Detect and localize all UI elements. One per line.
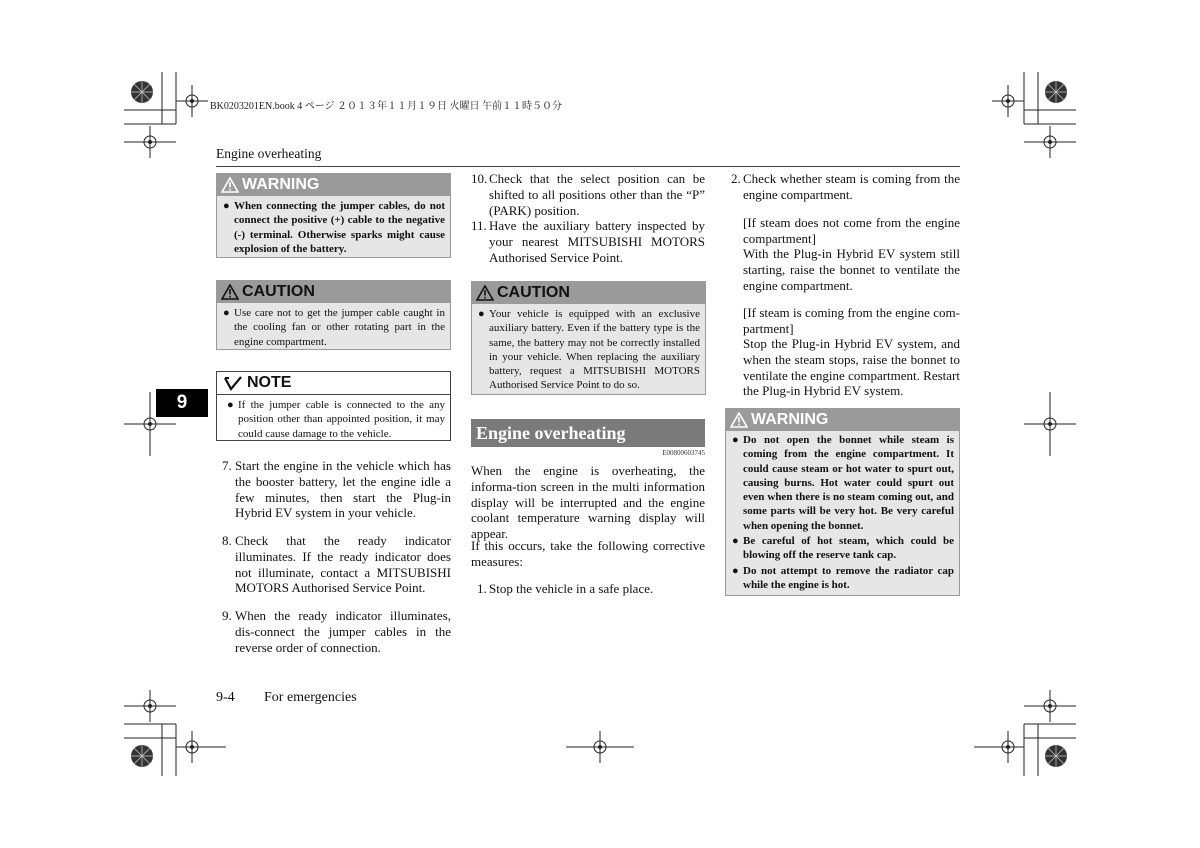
step-10: 10. Check that the select position can be shifted to all positions other than the “P” (PARK) position. bbox=[471, 171, 705, 218]
step-2: 2. Check whether steam is coming from the engine compartment. bbox=[731, 171, 960, 202]
warning-box-steam bbox=[725, 408, 960, 596]
caution-box-fan bbox=[216, 280, 451, 350]
running-head: Engine overheating bbox=[216, 146, 322, 161]
warning-item: ● Do not open the bonnet while steam is coming from the engine compartment. It could cause steam or hot water to spurt out, causing burns. Hot water could spurt out even when there is no steam coming out, and some parts will be very hot. Be very careful when opening the bonnet. bbox=[732, 434, 954, 532]
print-file-header: BK0203201EN.book 4 ページ ２０１３年１１月１９日 火曜日 午前１１時５０分 bbox=[210, 101, 563, 112]
warning-title: WARNING bbox=[751, 411, 829, 428]
section-code: E00800603745 bbox=[662, 449, 705, 457]
step-7: 7. Start the engine in the vehicle which has the booster battery, let the engine idle a few minutes, then start the Plug-in Hybrid EV system in your vehicle. bbox=[222, 458, 451, 521]
warning-box-jumper bbox=[216, 173, 451, 258]
caution-triangle-icon bbox=[476, 285, 494, 301]
no-steam-text: With the Plug-in Hybrid EV system still starting, raise the bonnet to ventilate the engine compartment. bbox=[743, 246, 960, 293]
note-title: NOTE bbox=[247, 374, 292, 391]
warning-title: WARNING bbox=[242, 176, 320, 193]
caution-triangle-icon bbox=[221, 284, 239, 300]
warning-triangle-icon bbox=[730, 412, 748, 428]
no-steam-heading: [If steam does not come from the engine compartment] bbox=[743, 215, 960, 246]
header-rule bbox=[216, 166, 960, 167]
step-8: 8. Check that the ready indicator illuminates. If the ready indicator does not illuminate, contact a MITSUBISHI MOTORS Authorised Service Point. bbox=[222, 533, 451, 596]
steam-text: Stop the Plug-in Hybrid EV system, and when the steam stops, raise the bonnet to ventilate the engine compartment. Restart the Plug-in Hybrid EV system. bbox=[743, 336, 960, 399]
step-9: 9. When the ready indicator illuminates, dis-connect the jumper cables in the reverse order of connection. bbox=[222, 608, 451, 655]
caution-item: ● Use care not to get the jumper cable caught in the cooling fan or other rotating part in the engine compartment. bbox=[223, 307, 445, 348]
caution-box-aux-battery bbox=[471, 281, 706, 395]
footer-section: For emergencies bbox=[264, 690, 357, 705]
section-title: Engine overheating bbox=[471, 419, 705, 447]
warning-item: ● Be careful of hot steam, which could be blowing off the reserve tank cap. bbox=[732, 535, 954, 562]
page-footer bbox=[216, 690, 357, 706]
warning-item: ● When connecting the jumper cables, do not connect the positive (+) cable to the negative (-) terminal. Otherwise sparks might cause explosion of the battery. bbox=[223, 200, 445, 255]
caution-item: ● Your vehicle is equipped with an exclusive auxiliary battery. Even if the battery type is the same, the battery may not be correctly installed in your vehicle. When replacing the auxiliary battery, request a MITSUBISHI MOTORS Authorised Service Point to do so. bbox=[478, 308, 700, 392]
steam-heading: [If steam is coming from the engine com-partment] bbox=[743, 305, 960, 336]
corrective-measures-intro: If this occurs, take the following corrective measures: bbox=[471, 538, 705, 569]
page-number: 9-4 bbox=[216, 690, 235, 705]
overheating-intro: When the engine is overheating, the informa-tion screen in the multi information display will be interrupted and the engine coolant temperature warning display will appear. bbox=[471, 463, 705, 542]
warning-item: ● Do not attempt to remove the radiator cap while the engine is hot. bbox=[732, 564, 954, 591]
caution-title: CAUTION bbox=[497, 284, 570, 301]
step-1: 1. Stop the vehicle in a safe place. bbox=[477, 581, 654, 596]
note-check-icon bbox=[223, 375, 243, 391]
chapter-tab: 9 bbox=[156, 389, 208, 417]
step-11: 11. Have the auxiliary battery inspected by your nearest MITSUBISHI MOTORS Authorised Service Point. bbox=[471, 218, 705, 265]
warning-triangle-icon bbox=[221, 177, 239, 193]
note-item: ● If the jumper cable is connected to the any position other than appointed position, it may could cause damage to the vehicle. bbox=[227, 399, 445, 440]
caution-title: CAUTION bbox=[242, 283, 315, 300]
note-box-position bbox=[216, 371, 451, 441]
